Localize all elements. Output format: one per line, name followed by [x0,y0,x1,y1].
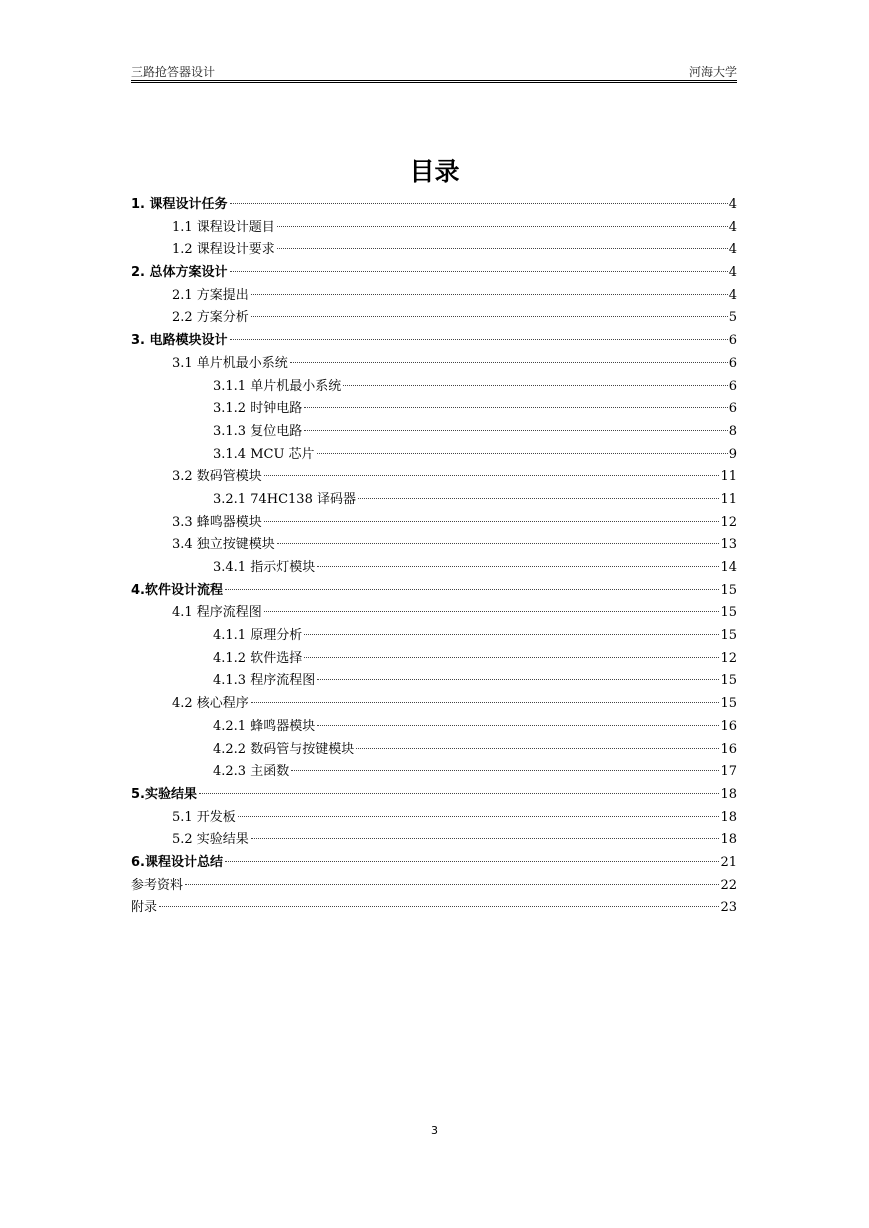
toc-dot-leader [225,861,719,862]
toc-entry-page: 21 [720,854,737,870]
toc-entry-page: 16 [720,718,737,734]
toc-entry-page: 8 [728,423,737,439]
toc-entry-label: 3.4.1 指示灯模块 [213,560,316,575]
toc-dot-leader [277,248,728,249]
header-document-title: 三路抢答器设计 [131,65,216,79]
toc-dot-leader [264,521,720,522]
toc-entry[interactable] [131,830,737,853]
toc-dot-leader [356,748,719,749]
toc-entry[interactable] [131,762,737,785]
toc-entry-label: 3.1.3 复位电路 [213,423,303,439]
toc-entry-label: 4.2.1 蜂鸣器模块 [213,718,316,734]
toc-entry-page: 6 [728,401,737,417]
toc-entry[interactable] [131,535,737,558]
toc-entry[interactable] [131,808,737,831]
toc-entry[interactable] [131,308,737,331]
toc-entry[interactable] [131,467,737,490]
toc-dot-leader [304,657,719,658]
toc-dot-leader [251,316,728,317]
toc-entry-label: 4.2 核心程序 [172,696,249,712]
toc-dot-leader [251,838,720,839]
toc-entry-page: 4 [728,219,737,235]
toc-entry[interactable] [131,331,737,354]
toc-dot-leader [317,453,728,454]
page-header [131,62,737,81]
toc-entry[interactable] [131,490,737,513]
toc-entry-page: 15 [720,673,737,689]
toc-entry-label: 4.1.3 程序流程图 [213,673,316,689]
toc-dot-leader [264,611,720,612]
toc-entry-label: 2. 总体方案设计 [131,265,228,281]
toc-entry-label: 4.2.3 主函数 [213,764,290,780]
toc-dot-leader [317,725,719,726]
toc-title: 目录 [409,157,460,186]
toc-dot-leader [290,362,728,363]
toc-dot-leader [277,226,728,227]
toc-entry[interactable] [131,218,737,241]
toc-entry-page: 18 [720,832,737,848]
toc-entry-page: 6 [728,378,737,394]
toc-entry-page: 15 [720,605,737,621]
toc-entry-page: 22 [720,877,737,893]
toc-entry[interactable] [131,422,737,445]
toc-dot-leader [317,566,719,567]
toc-entry-label: 1. 课程设计任务 [131,197,228,212]
toc-entry-page: 4 [728,242,737,258]
toc-entry[interactable] [131,649,737,672]
toc-entry-page: 6 [728,333,737,349]
toc-entry[interactable] [131,671,737,694]
toc-entry[interactable] [131,513,737,536]
toc-entry[interactable] [131,263,737,286]
toc-entry[interactable] [131,354,737,377]
toc-dot-leader [230,203,728,204]
toc-entry[interactable] [131,853,737,876]
toc-entry-page: 9 [728,446,737,462]
toc-entry-page: 4 [728,287,737,303]
toc-entry-label: 3.4 独立按键模块 [172,537,275,553]
toc-entry-label: 3.2 数码管模块 [172,469,262,485]
toc-entry-label: 5.实验结果 [131,786,197,802]
toc-entry-label: 5.1 开发板 [172,809,236,825]
toc-entry-label: 2.1 方案提出 [172,287,249,303]
toc-entry-page: 4 [728,197,737,212]
toc-entry[interactable] [131,626,737,649]
toc-entry-page: 11 [720,469,737,485]
toc-entry[interactable] [131,195,737,218]
toc-entry-page: 18 [720,786,737,802]
toc-entry-page: 4 [728,265,737,281]
toc-entry-label: 3.2.1 74HC138 译码器 [213,491,356,507]
toc-dot-leader [199,793,719,794]
toc-dot-leader [238,816,720,817]
toc-dot-leader [251,702,720,703]
toc-entry-page: 23 [720,900,737,916]
toc-dot-leader [358,498,719,499]
toc-entry-label: 3.1.2 时钟电路 [213,401,303,417]
toc-entry-label: 6.课程设计总结 [131,854,223,870]
toc-entry[interactable] [131,603,737,626]
toc-entry-page: 18 [720,809,737,825]
toc-dot-leader [230,271,728,272]
toc-entry-label: 2.2 方案分析 [172,310,249,326]
toc-entry[interactable] [131,876,737,899]
toc-entry-page: 15 [720,628,737,644]
toc-entry-label: 3.1.1 单片机最小系统 [213,378,342,394]
toc-dot-leader [225,589,719,590]
toc-dot-leader [185,884,719,885]
page-number: 3 [431,1124,438,1137]
toc-entry-page: 6 [728,355,737,371]
toc-dot-leader [291,770,719,771]
toc-entry[interactable] [131,740,737,763]
toc-dot-leader [251,294,728,295]
toc-dot-leader [317,679,719,680]
toc-entry[interactable] [131,898,737,921]
toc-entry-page: 12 [720,650,737,666]
toc-entry[interactable] [131,785,737,808]
toc-entry[interactable] [131,581,737,604]
toc-entry-page: 13 [720,537,737,553]
toc-dot-leader [304,407,728,408]
toc-entry-page: 5 [728,310,737,326]
toc-entry-page: 15 [720,582,737,598]
toc-entry-page: 14 [720,560,737,575]
toc-entry-label: 1.1 课程设计题目 [172,219,275,235]
toc-entry-label: 3. 电路模块设计 [131,333,228,349]
table-of-contents [131,195,737,921]
toc-dot-leader [264,475,720,476]
toc-entry[interactable] [131,445,737,468]
toc-entry[interactable] [131,377,737,400]
toc-dot-leader [304,430,728,431]
toc-entry-page: 12 [720,514,737,530]
toc-entry-label: 3.3 蜂鸣器模块 [172,514,262,530]
toc-entry-label: 4.1 程序流程图 [172,605,262,621]
toc-dot-leader [230,339,728,340]
toc-dot-leader [277,543,720,544]
toc-entry-label: 3.1 单片机最小系统 [172,355,288,371]
toc-entry[interactable] [131,558,737,581]
toc-entry-label: 3.1.4 MCU 芯片 [213,446,315,462]
header-university: 河海大学 [688,65,737,79]
toc-entry-label: 1.2 课程设计要求 [172,242,275,258]
toc-entry-page: 17 [720,764,737,780]
toc-dot-leader [159,906,719,907]
toc-entry-label: 4.软件设计流程 [131,582,223,598]
toc-entry-label: 4.2.2 数码管与按键模块 [213,741,355,757]
toc-entry-label: 5.2 实验结果 [172,832,249,848]
toc-entry-page: 16 [720,741,737,757]
toc-entry[interactable] [131,286,737,309]
toc-entry-page: 15 [720,696,737,712]
toc-dot-leader [304,634,719,635]
toc-entry-label: 4.1.2 软件选择 [213,650,303,666]
toc-dot-leader [343,385,728,386]
toc-entry[interactable] [131,399,737,422]
toc-entry[interactable] [131,694,737,717]
toc-entry-label: 附录 [131,900,158,916]
toc-entry-page: 11 [720,491,737,507]
toc-entry-label: 4.1.1 原理分析 [213,628,303,644]
toc-entry-label: 参考资料 [131,877,184,893]
toc-entry[interactable] [131,240,737,263]
toc-entry[interactable] [131,717,737,740]
